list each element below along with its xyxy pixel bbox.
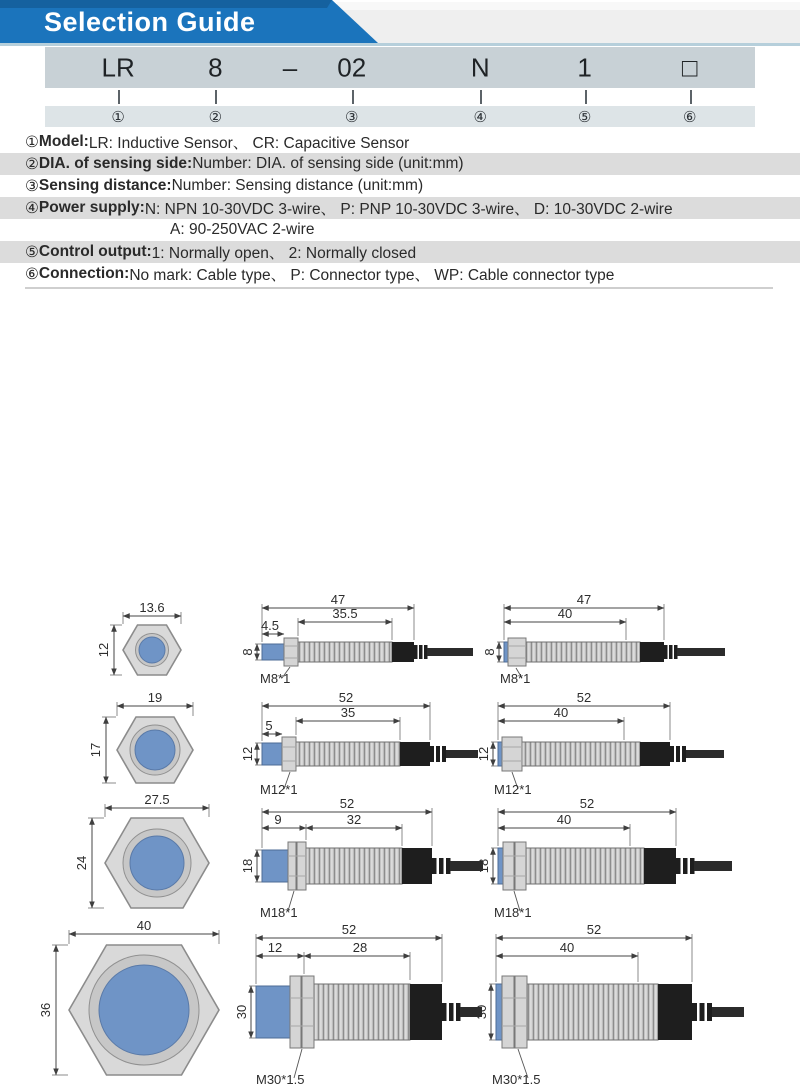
thread-label: M18*1 xyxy=(260,905,298,920)
legend-row-dia xyxy=(0,153,800,175)
hex-flange xyxy=(288,842,296,890)
dim-overall: 52 xyxy=(338,690,354,705)
code-part-dia: 8 xyxy=(208,52,223,82)
dim-tip: 5 xyxy=(265,718,273,733)
sensing-face xyxy=(135,730,175,770)
hex-flange xyxy=(290,976,301,1048)
thread-label: M30*1.5 xyxy=(256,1072,305,1087)
hex-flange xyxy=(502,737,522,771)
dim-body: 28 xyxy=(352,940,368,955)
sensing-tip xyxy=(262,644,284,660)
dim-body: 40 xyxy=(557,606,573,621)
dim-dia: 12 xyxy=(476,746,491,762)
m30-front-view xyxy=(24,918,234,1090)
legend-num: ⑥ xyxy=(25,265,39,283)
hex-locknut xyxy=(302,976,314,1048)
m12-nonflush-side-view xyxy=(240,690,478,798)
circle-num-6: ⑥ xyxy=(682,108,697,126)
sensing-face xyxy=(139,637,165,663)
cable xyxy=(694,861,732,871)
section-divider xyxy=(25,287,773,289)
legend-num: ④ xyxy=(25,199,39,217)
end-cap xyxy=(402,848,432,884)
code-part-distance: 02 xyxy=(337,52,367,82)
dim-overall: 47 xyxy=(576,592,592,607)
thread-label: M12*1 xyxy=(494,782,532,797)
threaded-barrel xyxy=(296,742,400,766)
legend-num: ① xyxy=(25,133,39,151)
dim-body: 40 xyxy=(559,940,575,955)
legend-num: ③ xyxy=(25,177,39,195)
dim-overall: 47 xyxy=(330,592,346,607)
end-cap xyxy=(640,742,670,766)
cable xyxy=(446,750,478,758)
legend-label: Sensing distance: xyxy=(38,177,172,194)
code-part-model: LR xyxy=(101,52,135,82)
tick-5 xyxy=(585,90,587,104)
sensing-face xyxy=(99,965,189,1055)
tick-4 xyxy=(480,90,482,104)
legend-row-connection xyxy=(0,263,800,285)
tick-3 xyxy=(352,90,354,104)
banner-underline xyxy=(0,43,800,46)
dim-dia: 8 xyxy=(482,648,497,656)
legend-row-power-ac xyxy=(0,219,800,241)
tick-6 xyxy=(690,90,692,104)
end-cap xyxy=(658,984,692,1040)
dim-overall: 52 xyxy=(579,796,595,811)
dim-height: 24 xyxy=(74,855,89,871)
end-cap xyxy=(640,642,664,662)
header-banner xyxy=(0,0,800,46)
dim-width: 27.5 xyxy=(144,792,170,807)
end-cap xyxy=(392,642,414,662)
code-part-supply: N xyxy=(470,52,490,82)
dim-width: 40 xyxy=(136,918,152,933)
legend-label: Control output: xyxy=(38,243,152,260)
legend-text: A: 90-250VAC 2-wire xyxy=(170,221,315,238)
m18-flush-side-view xyxy=(476,796,732,921)
m18-front-view xyxy=(42,792,242,921)
sensing-tip xyxy=(256,986,290,1038)
legend xyxy=(0,131,800,285)
dim-body: 35.5 xyxy=(332,606,358,621)
hex-locknut xyxy=(515,976,527,1048)
hex-locknut xyxy=(515,842,526,890)
sensing-face xyxy=(504,642,508,662)
dim-body: 35 xyxy=(340,705,356,720)
sensing-face xyxy=(498,848,503,884)
circle-num-3: ③ xyxy=(344,108,359,126)
cable xyxy=(427,648,473,656)
m12-flush-side-view xyxy=(476,690,724,798)
thread-label: M8*1 xyxy=(260,671,291,686)
code-tick-row xyxy=(45,89,755,105)
threaded-barrel xyxy=(314,984,410,1040)
legend-row-output xyxy=(0,241,800,263)
dim-dia: 12 xyxy=(240,746,255,762)
legend-row-distance xyxy=(0,175,800,197)
end-cap xyxy=(410,984,442,1040)
thread-label: M18*1 xyxy=(494,905,532,920)
m30-nonflush-side-view xyxy=(234,922,482,1090)
legend-text: N: NPN 10-30VDC 3-wire、 P: PNP 10-30VDC 3-wire、 D: 10-30VDC 2-wire xyxy=(144,201,673,218)
thread-label: M30*1.5 xyxy=(492,1072,541,1087)
end-cap xyxy=(644,848,676,884)
dim-body: 40 xyxy=(556,812,572,827)
dim-body: 40 xyxy=(553,705,569,720)
threaded-barrel xyxy=(298,642,392,662)
legend-text: Number: DIA. of sensing side (unit:mm) xyxy=(192,155,464,172)
sensing-face xyxy=(498,742,502,766)
circle-num-2: ② xyxy=(208,108,223,126)
dim-tip: 9 xyxy=(274,812,282,827)
m8-flush-side-view xyxy=(482,592,725,687)
threaded-barrel xyxy=(306,848,402,884)
legend-label: Power supply: xyxy=(38,199,145,216)
cable xyxy=(686,750,724,758)
banner-shadow-highlight xyxy=(336,2,800,10)
dim-height: 17 xyxy=(88,742,103,758)
dim-tip: 4.5 xyxy=(260,618,280,633)
tick-1 xyxy=(118,90,120,104)
code-part-dash: – xyxy=(282,52,298,82)
sensing-tip xyxy=(262,850,288,882)
cable xyxy=(712,1007,744,1017)
legend-num: ② xyxy=(25,155,39,173)
legend-text: LR: Inductive Sensor、 CR: Capacitive Sensor xyxy=(88,135,410,152)
legend-num: ⑤ xyxy=(25,243,39,261)
code-part-output: 1 xyxy=(577,52,592,82)
sensing-face xyxy=(496,984,502,1040)
legend-text: No mark: Cable type、 P: Connector type、 WP: Cable connector type xyxy=(129,267,615,284)
legend-row-power xyxy=(0,197,800,219)
dim-body: 32 xyxy=(346,812,362,827)
m8-front-view xyxy=(70,600,210,688)
dim-tip: 12 xyxy=(267,940,283,955)
dim-height: 12 xyxy=(96,642,111,658)
code-part-connection: □ xyxy=(681,52,698,82)
m30-flush-side-view xyxy=(474,922,744,1090)
hex-flange xyxy=(282,737,296,771)
legend-text: Number: Sensing distance (unit:mm) xyxy=(171,177,424,194)
dim-height: 36 xyxy=(38,1002,53,1018)
circle-num-1: ① xyxy=(111,108,125,126)
threaded-barrel xyxy=(502,742,640,766)
dim-dia: 18 xyxy=(240,858,255,874)
threaded-barrel xyxy=(508,642,640,662)
dim-width: 19 xyxy=(147,690,163,705)
page-title: Selection Guide xyxy=(44,7,256,37)
dim-overall: 52 xyxy=(576,690,592,705)
dim-width: 13.6 xyxy=(139,600,165,615)
cable xyxy=(677,648,725,656)
hex-flange xyxy=(502,976,514,1048)
m12-front-view xyxy=(60,690,220,798)
legend-row-model xyxy=(0,131,800,153)
dim-overall: 52 xyxy=(586,922,602,937)
hex-flange xyxy=(284,638,298,666)
hex-flange xyxy=(503,842,514,890)
end-cap xyxy=(400,742,430,766)
hex-flange xyxy=(508,638,526,666)
sensing-face xyxy=(130,836,184,890)
dim-dia: 30 xyxy=(234,1004,249,1020)
circle-num-4: ④ xyxy=(473,108,487,126)
model-code-bar xyxy=(45,47,755,88)
dim-dia: 8 xyxy=(240,648,255,656)
legend-text: 1: Normally open、 2: Normally closed xyxy=(151,245,417,262)
circled-number-bar xyxy=(45,106,755,127)
thread-label: M8*1 xyxy=(500,671,531,686)
legend-label: Model: xyxy=(38,133,89,150)
dim-overall: 52 xyxy=(339,796,355,811)
dim-overall: 52 xyxy=(341,922,357,937)
hex-locknut xyxy=(297,842,306,890)
dim-dia: 30 xyxy=(474,1004,489,1020)
tick-2 xyxy=(215,90,217,104)
thread-label: M12*1 xyxy=(260,782,298,797)
m8-nonflush-side-view xyxy=(240,592,473,687)
legend-label: DIA. of sensing side: xyxy=(38,155,193,172)
legend-label: Connection: xyxy=(38,265,130,282)
m18-nonflush-side-view xyxy=(240,796,483,921)
dim-dia: 18 xyxy=(476,858,491,874)
sensing-tip xyxy=(262,743,282,765)
circle-num-5: ⑤ xyxy=(577,108,592,126)
dimension-drawings xyxy=(0,292,800,1087)
